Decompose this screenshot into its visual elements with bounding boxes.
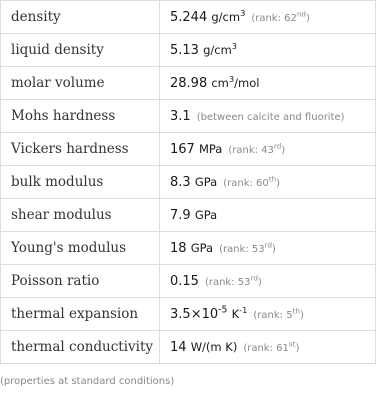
value-number: 14 (170, 339, 187, 355)
property-value (160, 34, 376, 67)
value-unit: GPa (194, 207, 218, 222)
table-row (1, 1, 376, 34)
table-row (1, 133, 376, 166)
property-name: thermal expansion (1, 298, 160, 331)
table-row (1, 166, 376, 199)
property-value (160, 265, 376, 298)
value-exponent: -5 (218, 304, 228, 316)
property-name: liquid density (1, 34, 160, 67)
value-unit: $g/cm^3$ (203, 40, 238, 57)
value-unit: $K^{-1}$ (231, 304, 248, 321)
property-value (160, 67, 376, 100)
property-name: density (1, 1, 160, 34)
rank-note: (rank: 61st) (243, 339, 300, 354)
table-row (1, 298, 376, 331)
table-row (1, 265, 376, 298)
value-number: 3.1 (170, 108, 191, 124)
value-number: 18 (170, 240, 187, 256)
value-number: 5.244 (170, 9, 208, 25)
value-number: 28.98 (170, 75, 208, 91)
value-unit: GPa (194, 174, 218, 189)
property-value (160, 232, 376, 265)
times-sign: × (190, 306, 202, 322)
value-unit: GPa (190, 240, 214, 255)
rank-note: (rank: 53rd) (219, 240, 276, 255)
property-value (160, 133, 376, 166)
property-name: Vickers hardness (1, 133, 160, 166)
footer-note: (properties at standard conditions) (0, 376, 175, 387)
value-unit: $cm^3$/mol (211, 73, 260, 90)
property-value (160, 331, 376, 364)
property-name: molar volume (1, 67, 160, 100)
rank-note: (rank: 60th) (223, 174, 281, 189)
rank-note: (rank: 5th) (253, 306, 304, 321)
value-mantissa: 3.5 (170, 306, 191, 322)
table-row (1, 331, 376, 364)
rank-note: (rank: 43rd) (228, 141, 286, 156)
property-name: shear modulus (1, 199, 160, 232)
property-name: Mohs hardness (1, 100, 160, 133)
table-row (1, 67, 376, 100)
value-number: 0.15 (170, 273, 199, 289)
value-unit: $g/cm^3$ (211, 7, 246, 24)
value-unit: MPa (198, 141, 223, 156)
property-value (160, 100, 376, 133)
table-row (1, 100, 376, 133)
property-name: thermal conductivity (1, 331, 160, 364)
property-name: Poisson ratio (1, 265, 160, 298)
property-value (160, 199, 376, 232)
property-value (160, 1, 376, 34)
table-row (1, 232, 376, 265)
value-number: 8.3 (170, 174, 191, 190)
rank-note: (rank: 62nd) (251, 9, 310, 24)
hardness-note: (between calcite and fluorite) (196, 111, 345, 123)
table-row (1, 199, 376, 232)
property-name: Young's modulus (1, 232, 160, 265)
value-number: 5.13 (170, 42, 199, 58)
value-number: 167 (170, 141, 195, 157)
value-base: 10 (201, 306, 219, 322)
value-unit: W/(m K) (190, 339, 238, 354)
property-name: bulk modulus (1, 166, 160, 199)
property-value (160, 166, 376, 199)
property-value (160, 298, 376, 331)
table-row (1, 34, 376, 67)
value-number: 7.9 (170, 207, 191, 223)
rank-note: (rank: 53rd) (204, 273, 262, 288)
